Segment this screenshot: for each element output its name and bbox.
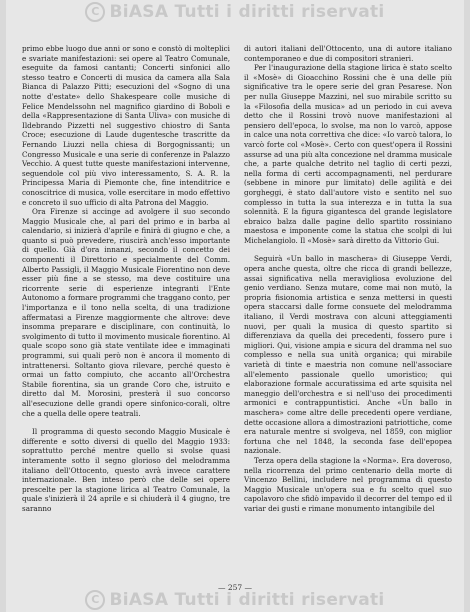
paragraph: primo ebbe luogo due anni or sono e constò di molteplici e svariate manifestazioni: sei opere al Teatro Comunale, eseguite da famosi cantanti; Concerti sinfonici allo stesso teatro e Concerti di musica da camera alla Sala Bianca di Palazzo Pitti; esecuzioni del «Sogno di una notte d'estate» dello Shakespeare colle musiche di Felice Mendelssohn nel magnifico giardino di Boboli e della «Rappresentazione di Santa Uliva» con musiche di Ildebrando Pizzetti nel suggestivo chiostro di Santa Croce; esecuzione di Laude dugentesche trascritte da Fernando Liuzzi nella chiesa di Borgognissanti; un Congresso Musicale e una serie di conferenze in Palazzo Vecchio. A quest tutte queste manifestazioni intervenne, seguendole col più vivo interessamento, S. A. R. la Principessa Maria di Piemonte che, fine intenditrice e conoscitrice di musica, volle esercitare in modo effettivo e concreto il suo ufficio di alta Patrona del Maggio. bbox=[22, 44, 230, 207]
right-column bbox=[244, 44, 452, 514]
copyright-icon: C bbox=[85, 2, 105, 22]
paragraph: Per l'inaugurazione della stagione lirica è stato scelto il «Mosè» di Gioacchino Rossini che è una delle più significative tra le opere serie del gran Pesarese. Non per nulla Giuseppe Mazzini, nel suo mirabile scritto su la «Filosofia della musica» ad un periodo in cui aveva detto che il Rossini trovò nuove manifestazioni al pensiero dell'epoca, lo svolse, ma non lo varcò, appose in calce una nota correttiva che dice: «Io varcò talora, lo varcò forte col «Mosè». Certo con quest'opera il Rossini assurse ad una più alta concezione nel dramma musicale che, a parte qualche detrito nel taglio di certi pezzi, nella forma di certi accompagnamenti, nel perdurare (sebbene in minore pur limitato) delle agilità e dei gorgheggi, è stato dall'autore visto e sentito nel suo complesso in tutta la sua interezza e in tutta la sua solennità. E la figura gigantesca del grande legislatore ebraico balza dalle pagine dello spartito rossiniano maestosa e imponente come la statua che scolpì di lui Michelangiolo. Il «Mosè» sarà diretto da Vittorio Gui. bbox=[244, 63, 452, 245]
left-column bbox=[22, 44, 230, 514]
paragraph: Terza opera della stagione la «Norma». Era doveroso, nella ricorrenza del primo centenario della morte di Vincenzo Bellini, includere nel programma di questo Maggio Musicale un'opera sua e fu scelto quel suo capolavoro che sfidò impavido il decorrer del tempo ed il variar dei gusti e rimane monumento intangibile del bbox=[244, 455, 452, 513]
watermark-text: BiASA Tutti i diritti riservati bbox=[109, 2, 385, 22]
paragraph: Seguirà «Un ballo in maschera» di Giuseppe Verdi, opera anche questa, oltre che ricca di grandi bellezze, assai significativa nella meravigliosa evoluzione del genio verdiano. Senza mutare, come mai non mutò, la propria fisionomia artistica e senza mettersi in questi opera staccarsi dalle forme consuete del melodramma italiano, il Verdi mostrava con alcuni atteggiamenti nuovi, per quali la musica di questo spartito si differenziava da quella dei precedenti, fossero pure i migliori. Qui, visione ampia e sicura del dramma nel suo complesso e nella sua unità organica; qui mirabile varietà di tinte e maestria non comune nell'associare all'elemento passionale quello umoristico; qui elaborazione formale accuratissima ed arte squisita nel maneggio dell'orchestra e si nell'uso dei procedimenti armonici e contrappuntistici. Anche «Un ballo in maschera» come altre delle precedenti opere verdiane, dette occasione allora a dimostrazioni patriottiche, come era naturale mentre si svolgeva, nel 1859, con miglior fortuna che nel 1848, la seconda fase dell'epopea nazionale. bbox=[244, 254, 452, 456]
page-number: — 257 — bbox=[217, 583, 253, 592]
watermark-bottom bbox=[0, 590, 470, 610]
paragraph: di autori italiani dell'Ottocento, una di autore italiano contemporaneo e due di compositori stranieri. bbox=[244, 44, 452, 63]
watermark-text: BiASA Tutti i diritti riservati bbox=[109, 590, 385, 610]
copyright-icon: C bbox=[85, 590, 105, 610]
paragraph: Ora Firenze si accinge ad avolgere il suo secondo Maggio Musicale che, al pari del primo e in barba al calendario, si inizierà d'aprile e finirà di giugno e che, a quanto si può prevedere, riuscirà anch'esso importante di quello. Già d'ora innanzi, secondo il concetto dei componenti il Direttorio e specialmente del Comm. Alberto Passigli, il Maggio Musicale Fiorentino non deve esser più fine a se stesso, ma deve costituire una ricorrente serie di esperienze integranti l'Ente Autonomo a formare programmi che traggano conto, per l'importanza e il tono nella scelta, di una tradizione affermatasi a Firenze maggiormente che altrove: deve insomma preparare e disciplinare, con continuità, lo svolgimento di tutto il movimento musicale fiorentino. Al quale scopo sono già state ventilate idee e immaginati programmi, sui quali però non è ancora il momento di intrattenersi. Soltanto giova rilevare, perché questo è ormai un fatto compiuto, che accanto all'Orchestra Stabile fiorentina, sia un grande Coro che, istruito e diretto dal M. Morosini, presterà il suo concorso all'esecuzione delle grandi opere sinfonico-corali, oltre che a quella delle opere teatrali. bbox=[22, 207, 230, 418]
paragraph: Il programma di questo secondo Maggio Musicale è differente e sotto diversi di quello del Maggio 1933: soprattutto perché mentre quello si svolse quasi interamente sotto il segno glorioso del melodramma italiano dell'Ottocento, questo avrà invece carattere internazionale. Ben inteso però che delle sei opere prescelte per la stagione lirica al Teatro Comunale, la quale s'inizierà il 24 aprile e si chiuderà il 4 giugno, tre saranno bbox=[22, 427, 230, 513]
watermark-top bbox=[0, 2, 470, 22]
